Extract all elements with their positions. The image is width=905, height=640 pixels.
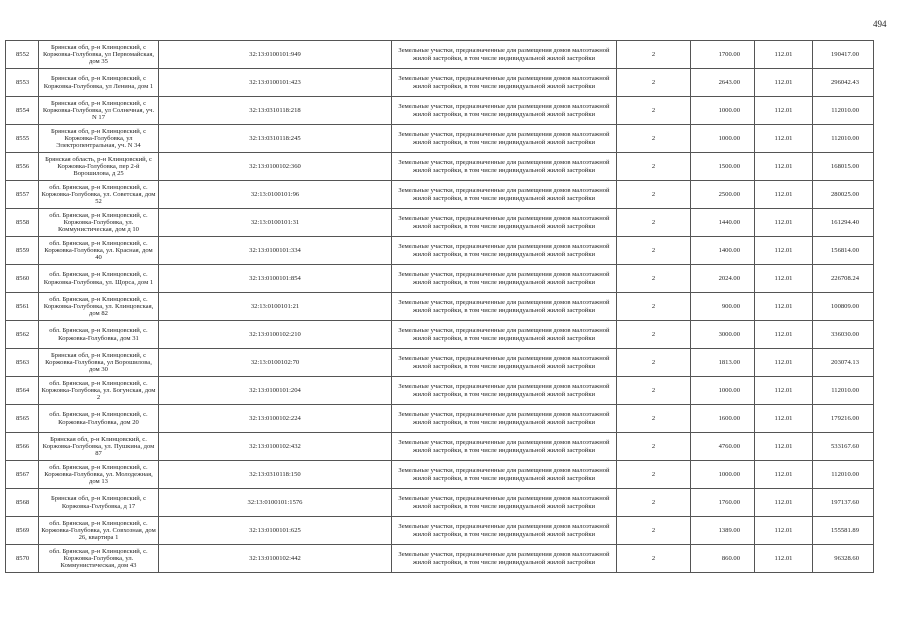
- area-cell: 1400.00: [691, 237, 755, 265]
- cadastral-value-cell: 112010.00: [813, 97, 874, 125]
- row-number-cell: 8566: [6, 433, 39, 461]
- specific-value-cell: 112.01: [755, 545, 813, 573]
- address-cell: обл. Брянская, р-н Клинцовский, с. Коржовка-Голубовка, ул. Красная, дом 40: [39, 237, 159, 265]
- cadastral-number-cell: 32:13:0100101:625: [159, 517, 392, 545]
- specific-value-cell: 112.01: [755, 209, 813, 237]
- page-number: 494: [873, 19, 887, 29]
- address-cell: обл. Брянская, р-н Клинцовский, с. Коржовка-Голубовка, ул. Совхозная, дом 26, квартира 1: [39, 517, 159, 545]
- specific-value-cell: 112.01: [755, 517, 813, 545]
- area-cell: 2500.00: [691, 181, 755, 209]
- land-use-cell: Земельные участки, предназначенные для размещения домов малоэтажной жилой застройки, в том числе индивидуальной жилой застройки: [392, 125, 617, 153]
- area-cell: 1000.00: [691, 97, 755, 125]
- cadastral-number-cell: 32:13:0100101:854: [159, 265, 392, 293]
- land-use-cell: Земельные участки, предназначенные для размещения домов малоэтажной жилой застройки, в том числе индивидуальной жилой застройки: [392, 97, 617, 125]
- table-row: [6, 293, 874, 321]
- specific-value-cell: 112.01: [755, 125, 813, 153]
- address-cell: обл. Брянская, р-н Клинцовский, с. Коржовка-Голубовка, ул. Советская, дом 52: [39, 181, 159, 209]
- row-number-cell: 8556: [6, 153, 39, 181]
- address-cell: обл. Брянская, р-н Клинцовский, с. Коржовка-Голубовка, дом 31: [39, 321, 159, 349]
- cadastral-value-cell: 533167.60: [813, 433, 874, 461]
- land-use-cell: Земельные участки, предназначенные для размещения домов малоэтажной жилой застройки, в том числе индивидуальной жилой застройки: [392, 153, 617, 181]
- cadastral-value-cell: 197137.60: [813, 489, 874, 517]
- table-row: [6, 153, 874, 181]
- category-code-cell: 2: [617, 461, 691, 489]
- cadastral-number-cell: 32:13:0100101:204: [159, 377, 392, 405]
- table-row: [6, 461, 874, 489]
- area-cell: 1600.00: [691, 405, 755, 433]
- cadastral-number-cell: 32:13:0100102:360: [159, 153, 392, 181]
- category-code-cell: 2: [617, 265, 691, 293]
- land-use-cell: Земельные участки, предназначенные для размещения домов малоэтажной жилой застройки, в том числе индивидуальной жилой застройки: [392, 41, 617, 69]
- cadastral-number-cell: 32:13:0100101:1576: [159, 489, 392, 517]
- cadastral-number-cell: 32:13:0310118:245: [159, 125, 392, 153]
- area-cell: 1389.00: [691, 517, 755, 545]
- category-code-cell: 2: [617, 321, 691, 349]
- specific-value-cell: 112.01: [755, 237, 813, 265]
- row-number-cell: 8557: [6, 181, 39, 209]
- row-number-cell: 8559: [6, 237, 39, 265]
- cadastral-number-cell: 32:13:0100102:442: [159, 545, 392, 573]
- category-code-cell: 2: [617, 489, 691, 517]
- category-code-cell: 2: [617, 293, 691, 321]
- cadastral-number-cell: 32:13:0310118:218: [159, 97, 392, 125]
- row-number-cell: 8570: [6, 545, 39, 573]
- row-number-cell: 8558: [6, 209, 39, 237]
- address-cell: обл. Брянская, р-н Клинцовский, с. Коржовка-Голубовка, ул. Коммунистическая, дом д 10: [39, 209, 159, 237]
- category-code-cell: 2: [617, 69, 691, 97]
- land-use-cell: Земельные участки, предназначенные для размещения домов малоэтажной жилой застройки, в том числе индивидуальной жилой застройки: [392, 545, 617, 573]
- cadastral-value-cell: 96328.60: [813, 545, 874, 573]
- cadastral-value-cell: 161294.40: [813, 209, 874, 237]
- address-cell: Брянская обл, р-н Клинцовский, с. Коржовка-Голубовка, ул. Пушкина, дом 87: [39, 433, 159, 461]
- row-number-cell: 8569: [6, 517, 39, 545]
- cadastral-value-cell: 190417.00: [813, 41, 874, 69]
- cadastral-value-cell: 100809.00: [813, 293, 874, 321]
- area-cell: 1760.00: [691, 489, 755, 517]
- category-code-cell: 2: [617, 125, 691, 153]
- specific-value-cell: 112.01: [755, 433, 813, 461]
- cadastral-number-cell: 32:13:0100101:949: [159, 41, 392, 69]
- row-number-cell: 8560: [6, 265, 39, 293]
- table-row: [6, 97, 874, 125]
- specific-value-cell: 112.01: [755, 97, 813, 125]
- cadastral-number-cell: 32:13:0310118:150: [159, 461, 392, 489]
- table-row: [6, 321, 874, 349]
- land-use-cell: Земельные участки, предназначенные для размещения домов малоэтажной жилой застройки, в том числе индивидуальной жилой застройки: [392, 349, 617, 377]
- specific-value-cell: 112.01: [755, 69, 813, 97]
- cadastral-value-cell: 203074.13: [813, 349, 874, 377]
- land-use-cell: Земельные участки, предназначенные для размещения домов малоэтажной жилой застройки, в том числе индивидуальной жилой застройки: [392, 237, 617, 265]
- area-cell: 1813.00: [691, 349, 755, 377]
- table-row: [6, 237, 874, 265]
- cadastral-number-cell: 32:13:0100101:423: [159, 69, 392, 97]
- address-cell: обл. Брянская, р-н Клинцовский, с. Коржовка-Голубовка, ул. Богунская, дом 2: [39, 377, 159, 405]
- cadastral-value-cell: 280025.00: [813, 181, 874, 209]
- area-cell: 1500.00: [691, 153, 755, 181]
- cadastral-number-cell: 32:13:0100101:96: [159, 181, 392, 209]
- row-number-cell: 8554: [6, 97, 39, 125]
- land-use-cell: Земельные участки, предназначенные для размещения домов малоэтажной жилой застройки, в том числе индивидуальной жилой застройки: [392, 405, 617, 433]
- category-code-cell: 2: [617, 41, 691, 69]
- table-row: [6, 545, 874, 573]
- cadastral-value-cell: 336030.00: [813, 321, 874, 349]
- land-use-cell: Земельные участки, предназначенные для размещения домов малоэтажной жилой застройки, в том числе индивидуальной жилой застройки: [392, 321, 617, 349]
- address-cell: Брянская обл, р-н Клинцовский, с Коржовка-Голубовка, ул Ленина, дом 1: [39, 69, 159, 97]
- category-code-cell: 2: [617, 545, 691, 573]
- area-cell: 860.00: [691, 545, 755, 573]
- address-cell: Брянская обл, р-н Клинцовский, с Коржовка-Голубовка, д 17: [39, 489, 159, 517]
- cadastral-value-cell: 112010.00: [813, 125, 874, 153]
- cadastral-value-cell: 226708.24: [813, 265, 874, 293]
- cadastral-number-cell: 32:13:0100101:31: [159, 209, 392, 237]
- address-cell: обл. Брянская, р-н Клинцовский, с. Коржовка-Голубовка, ул. Коммунистическая, дом 43: [39, 545, 159, 573]
- cadastral-number-cell: 32:13:0100102:210: [159, 321, 392, 349]
- category-code-cell: 2: [617, 349, 691, 377]
- row-number-cell: 8552: [6, 41, 39, 69]
- cadastral-value-cell: 296042.43: [813, 69, 874, 97]
- area-cell: 1000.00: [691, 125, 755, 153]
- area-cell: 2024.00: [691, 265, 755, 293]
- table-row: [6, 377, 874, 405]
- table-row: [6, 433, 874, 461]
- land-use-cell: Земельные участки, предназначенные для размещения домов малоэтажной жилой застройки, в том числе индивидуальной жилой застройки: [392, 461, 617, 489]
- table-row: [6, 517, 874, 545]
- address-cell: Брянская обл, р-н Клинцовский, с Коржовка-Голубовка, ул Электропентральная, уч. N 34: [39, 125, 159, 153]
- land-use-cell: Земельные участки, предназначенные для размещения домов малоэтажной жилой застройки, в том числе индивидуальной жилой застройки: [392, 377, 617, 405]
- cadastral-number-cell: 32:13:0100102:224: [159, 405, 392, 433]
- cadastral-number-cell: 32:13:0100102:70: [159, 349, 392, 377]
- row-number-cell: 8555: [6, 125, 39, 153]
- table-row: [6, 349, 874, 377]
- row-number-cell: 8561: [6, 293, 39, 321]
- category-code-cell: 2: [617, 97, 691, 125]
- table-row: [6, 125, 874, 153]
- cadastral-number-cell: 32:13:0100102:432: [159, 433, 392, 461]
- specific-value-cell: 112.01: [755, 489, 813, 517]
- category-code-cell: 2: [617, 181, 691, 209]
- specific-value-cell: 112.01: [755, 293, 813, 321]
- cadastral-number-cell: 32:13:0100101:21: [159, 293, 392, 321]
- address-cell: обл. Брянская, р-н Клинцовский, с. Коржовка-Голубовка, дом 20: [39, 405, 159, 433]
- address-cell: обл. Брянская, р-н Клинцовский, с. Коржовка-Голубовка, ул. Клинцовская, дом 82: [39, 293, 159, 321]
- row-number-cell: 8565: [6, 405, 39, 433]
- table-row: [6, 181, 874, 209]
- category-code-cell: 2: [617, 517, 691, 545]
- area-cell: 4760.00: [691, 433, 755, 461]
- cadastral-value-table: [5, 40, 874, 573]
- table-row: [6, 405, 874, 433]
- table-body: [6, 41, 874, 573]
- table-row: [6, 209, 874, 237]
- specific-value-cell: 112.01: [755, 265, 813, 293]
- area-cell: 1700.00: [691, 41, 755, 69]
- category-code-cell: 2: [617, 153, 691, 181]
- land-use-cell: Земельные участки, предназначенные для размещения домов малоэтажной жилой застройки, в том числе индивидуальной жилой застройки: [392, 489, 617, 517]
- address-cell: обл. Брянская, р-н Клинцовский, с. Коржовка-Голубовка, ул. Щорса, дом 1: [39, 265, 159, 293]
- row-number-cell: 8553: [6, 69, 39, 97]
- land-use-cell: Земельные участки, предназначенные для размещения домов малоэтажной жилой застройки, в том числе индивидуальной жилой застройки: [392, 69, 617, 97]
- land-use-cell: Земельные участки, предназначенные для размещения домов малоэтажной жилой застройки, в том числе индивидуальной жилой застройки: [392, 181, 617, 209]
- address-cell: Брянская обл, р-н Клинцовский, с Коржовка-Голубовка, ул Первомайская, дом 35: [39, 41, 159, 69]
- specific-value-cell: 112.01: [755, 377, 813, 405]
- area-cell: 900.00: [691, 293, 755, 321]
- cadastral-value-cell: 156814.00: [813, 237, 874, 265]
- category-code-cell: 2: [617, 433, 691, 461]
- land-use-cell: Земельные участки, предназначенные для размещения домов малоэтажной жилой застройки, в том числе индивидуальной жилой застройки: [392, 265, 617, 293]
- cadastral-value-cell: 112010.00: [813, 461, 874, 489]
- cadastral-value-cell: 112010.00: [813, 377, 874, 405]
- area-cell: 1000.00: [691, 377, 755, 405]
- area-cell: 2643.00: [691, 69, 755, 97]
- address-cell: обл. Брянская, р-н Клинцовский, с. Коржовка-Голубовка, ул. Молодежная, дом 13: [39, 461, 159, 489]
- row-number-cell: 8567: [6, 461, 39, 489]
- area-cell: 1000.00: [691, 461, 755, 489]
- row-number-cell: 8563: [6, 349, 39, 377]
- row-number-cell: 8568: [6, 489, 39, 517]
- cadastral-value-cell: 155581.89: [813, 517, 874, 545]
- cadastral-value-cell: 168015.00: [813, 153, 874, 181]
- area-cell: 1440.00: [691, 209, 755, 237]
- row-number-cell: 8564: [6, 377, 39, 405]
- table-row: [6, 41, 874, 69]
- table-row: [6, 489, 874, 517]
- table-row: [6, 265, 874, 293]
- specific-value-cell: 112.01: [755, 461, 813, 489]
- land-use-cell: Земельные участки, предназначенные для размещения домов малоэтажной жилой застройки, в том числе индивидуальной жилой застройки: [392, 293, 617, 321]
- table-row: [6, 69, 874, 97]
- area-cell: 3000.00: [691, 321, 755, 349]
- specific-value-cell: 112.01: [755, 349, 813, 377]
- category-code-cell: 2: [617, 377, 691, 405]
- address-cell: Брянская обл, р-н Клинцовский, с Коржовка-Голубовка, ул Ворошилова, дом 30: [39, 349, 159, 377]
- row-number-cell: 8562: [6, 321, 39, 349]
- land-use-cell: Земельные участки, предназначенные для размещения домов малоэтажной жилой застройки, в том числе индивидуальной жилой застройки: [392, 433, 617, 461]
- land-use-cell: Земельные участки, предназначенные для размещения домов малоэтажной жилой застройки, в том числе индивидуальной жилой застройки: [392, 209, 617, 237]
- specific-value-cell: 112.01: [755, 41, 813, 69]
- category-code-cell: 2: [617, 209, 691, 237]
- category-code-cell: 2: [617, 405, 691, 433]
- cadastral-number-cell: 32:13:0100101:334: [159, 237, 392, 265]
- specific-value-cell: 112.01: [755, 321, 813, 349]
- address-cell: Брянская обл, р-н Клинцовский, с Коржовка-Голубовка, ул Солнечная, уч. N 17: [39, 97, 159, 125]
- cadastral-value-cell: 179216.00: [813, 405, 874, 433]
- land-use-cell: Земельные участки, предназначенные для размещения домов малоэтажной жилой застройки, в том числе индивидуальной жилой застройки: [392, 517, 617, 545]
- category-code-cell: 2: [617, 237, 691, 265]
- specific-value-cell: 112.01: [755, 181, 813, 209]
- specific-value-cell: 112.01: [755, 405, 813, 433]
- specific-value-cell: 112.01: [755, 153, 813, 181]
- address-cell: Брянская область, р-н Клинцовский, с Коржовка-Голубовка, пер 2-й Ворошилова, д 25: [39, 153, 159, 181]
